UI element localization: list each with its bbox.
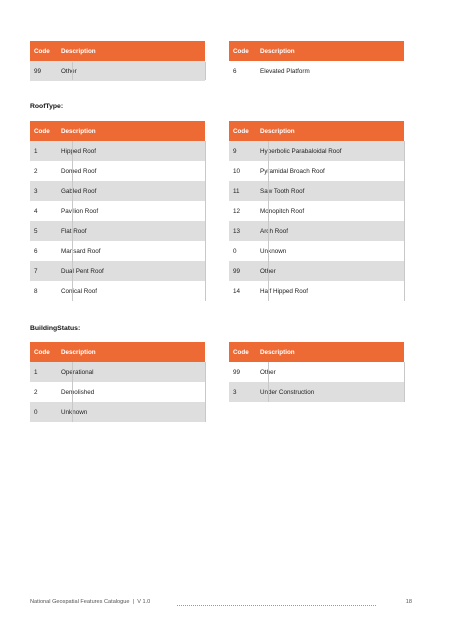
footer-text xyxy=(30,599,150,605)
code-cell: 2 xyxy=(34,167,38,175)
header-code: Code xyxy=(34,348,50,356)
description-cell: Demolished xyxy=(61,388,95,396)
header-description: Description xyxy=(260,348,295,356)
header-code: Code xyxy=(233,127,249,135)
description-cell: Gabled Roof xyxy=(61,187,97,195)
column-divider xyxy=(72,141,73,301)
description-cell: Hipped Roof xyxy=(61,147,97,155)
description-cell: Unknown xyxy=(61,408,88,416)
footer-dotted-leader xyxy=(177,605,376,606)
table-row xyxy=(30,221,205,241)
description-cell: Pavilion Roof xyxy=(61,207,99,215)
page-number: 18 xyxy=(405,599,412,605)
description-cell: Monopitch Roof xyxy=(260,207,305,215)
table-header xyxy=(229,41,404,61)
table-row xyxy=(30,61,205,81)
description-cell: Operational xyxy=(61,368,94,376)
description-cell: Saw Tooth Roof xyxy=(260,187,305,195)
header-description: Description xyxy=(260,127,295,135)
table-row xyxy=(229,161,404,181)
header-description: Description xyxy=(61,127,96,135)
code-cell: 2 xyxy=(34,388,38,396)
header-description: Description xyxy=(61,47,96,55)
description-cell: Flat Roof xyxy=(61,227,87,235)
table-row xyxy=(229,141,404,161)
section-label-building-status: BuildingStatus: xyxy=(30,325,81,332)
code-cell: 9 xyxy=(233,147,237,155)
column-divider xyxy=(205,362,206,422)
code-cell: 8 xyxy=(34,287,38,295)
table-row xyxy=(30,382,205,402)
code-cell: 99 xyxy=(233,267,241,275)
table-header xyxy=(30,41,205,61)
column-divider xyxy=(205,141,206,301)
building-status-table-left xyxy=(30,342,205,422)
description-cell: Other xyxy=(260,368,276,376)
code-cell: 6 xyxy=(34,247,38,255)
header-code: Code xyxy=(34,47,50,55)
table-row xyxy=(229,61,404,81)
code-cell: 13 xyxy=(233,227,241,235)
table-continued-right xyxy=(229,41,404,81)
table-row xyxy=(30,281,205,301)
building-status-table-right xyxy=(229,342,404,402)
description-cell: Arch Roof xyxy=(260,227,288,235)
footer-title: National Geospatial Features Catalogue xyxy=(30,599,130,605)
table-row xyxy=(30,402,205,422)
table-continued-left xyxy=(30,41,205,81)
roof-type-table-right xyxy=(229,121,404,301)
code-cell: 3 xyxy=(34,187,38,195)
table-row xyxy=(30,201,205,221)
table-row xyxy=(229,382,404,402)
code-cell: 10 xyxy=(233,167,241,175)
code-cell: 0 xyxy=(233,247,237,255)
description-cell: Dual Pent Roof xyxy=(61,267,104,275)
table-row xyxy=(30,241,205,261)
table-header xyxy=(30,342,205,362)
description-cell: Mansard Roof xyxy=(61,247,101,255)
table-row xyxy=(229,201,404,221)
table-row xyxy=(229,241,404,261)
roof-type-table-left xyxy=(30,121,205,301)
section-label-roof-type: RoofType: xyxy=(30,103,64,110)
table-row xyxy=(30,362,205,382)
code-cell: 1 xyxy=(34,147,38,155)
column-divider xyxy=(268,362,269,402)
header-description: Description xyxy=(61,348,96,356)
table-header xyxy=(30,121,205,141)
description-cell: Unknown xyxy=(260,247,287,255)
column-divider xyxy=(72,362,73,422)
header-description: Description xyxy=(260,47,295,55)
code-cell: 3 xyxy=(233,388,237,396)
code-cell: 4 xyxy=(34,207,38,215)
table-row xyxy=(30,161,205,181)
table-row xyxy=(229,362,404,382)
header-code: Code xyxy=(233,47,249,55)
table-row xyxy=(229,261,404,281)
column-divider xyxy=(268,141,269,301)
column-divider xyxy=(205,62,206,80)
column-divider xyxy=(72,62,73,80)
page-footer xyxy=(30,599,412,609)
code-cell: 11 xyxy=(233,187,240,195)
code-cell: 7 xyxy=(34,267,38,275)
footer-version: V 1.0 xyxy=(137,599,151,605)
description-cell: Conical Roof xyxy=(61,287,98,295)
table-row xyxy=(30,141,205,161)
description-cell: Domed Roof xyxy=(61,167,97,175)
table-row xyxy=(229,181,404,201)
table-row xyxy=(30,181,205,201)
code-cell: 1 xyxy=(34,368,38,376)
code-cell: 12 xyxy=(233,207,241,215)
description-cell: Pyramidal Broach Roof xyxy=(260,167,325,175)
description-cell: Other xyxy=(61,67,77,75)
description-cell: Half Hipped Roof xyxy=(260,287,308,295)
description-cell: Hyperbolic Parabaloidal Roof xyxy=(260,147,342,155)
code-cell: 14 xyxy=(233,287,241,295)
table-row xyxy=(229,281,404,301)
table-row xyxy=(30,261,205,281)
code-cell: 6 xyxy=(233,67,237,75)
table-row xyxy=(229,221,404,241)
header-code: Code xyxy=(34,127,50,135)
table-header xyxy=(229,342,404,362)
code-cell: 0 xyxy=(34,408,38,416)
column-divider xyxy=(404,362,405,402)
description-cell: Under Construction xyxy=(260,388,315,396)
column-divider xyxy=(404,141,405,301)
code-cell: 5 xyxy=(34,227,38,235)
footer-divider: | xyxy=(132,599,135,605)
table-header xyxy=(229,121,404,141)
description-cell: Other xyxy=(260,267,276,275)
code-cell: 99 xyxy=(34,67,42,75)
code-cell: 99 xyxy=(233,368,241,376)
description-cell: Elevated Platform xyxy=(260,67,310,75)
header-code: Code xyxy=(233,348,249,356)
